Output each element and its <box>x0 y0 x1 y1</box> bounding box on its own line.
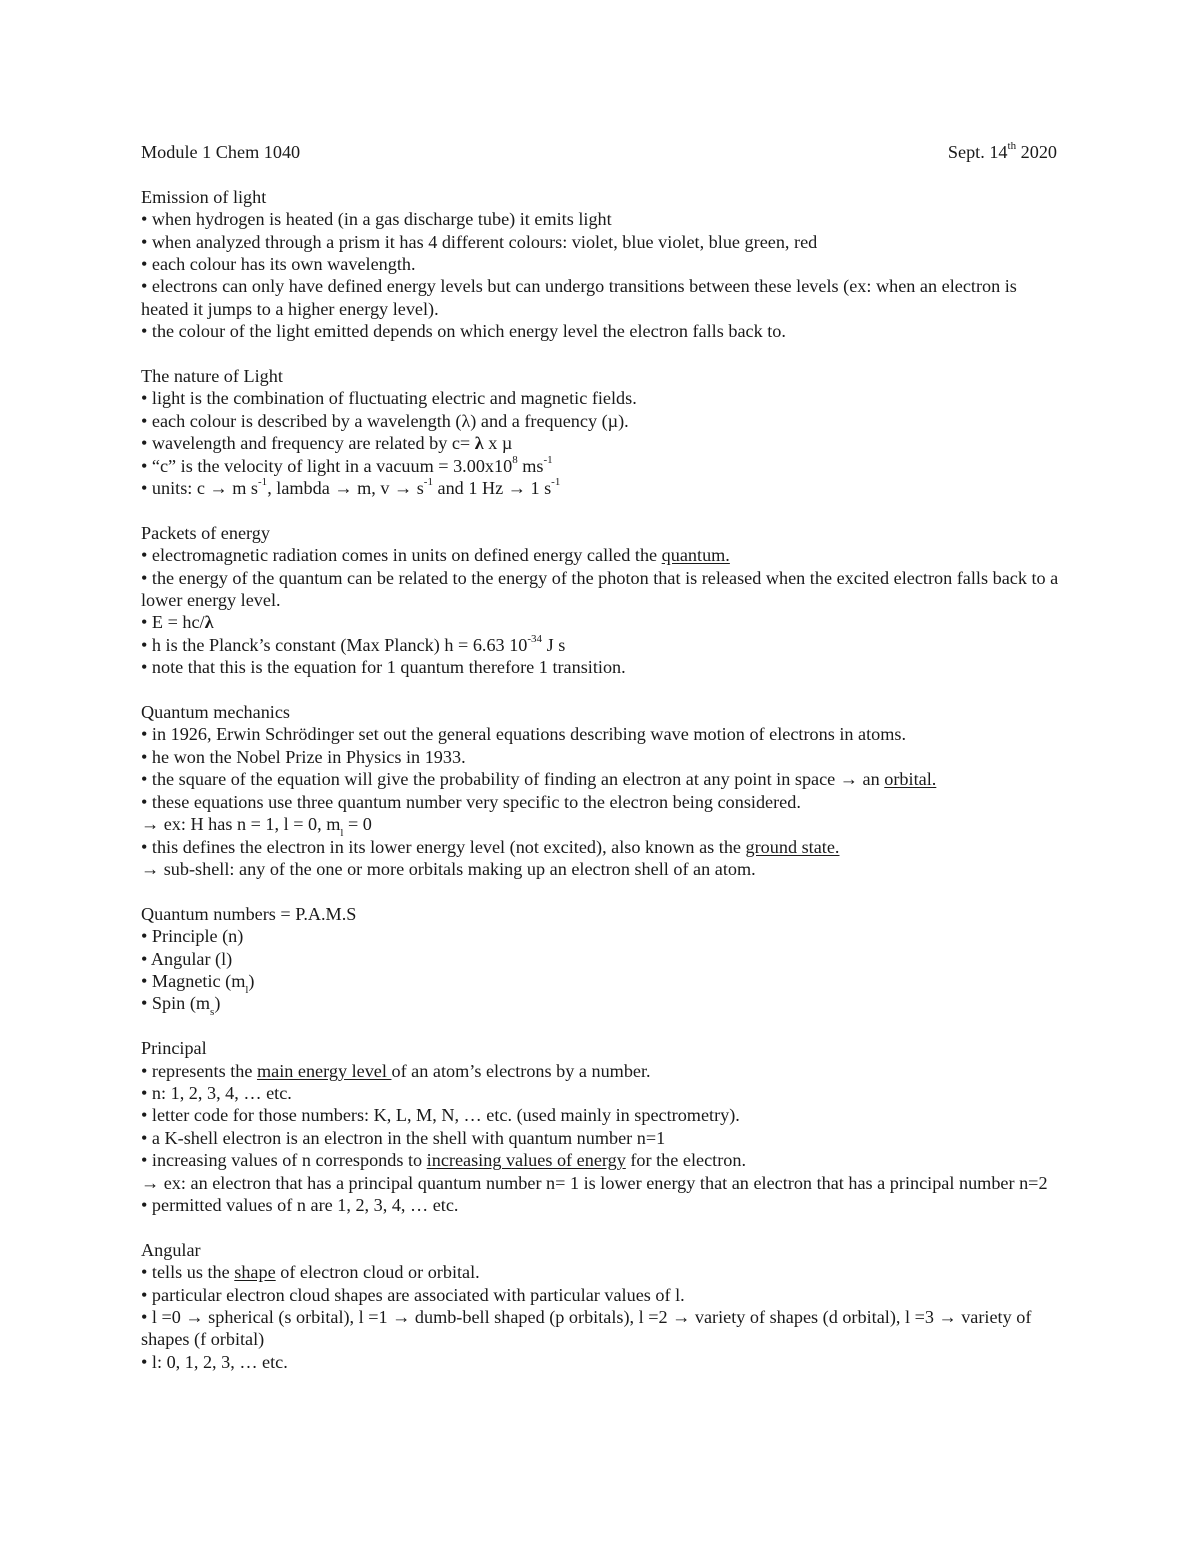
text-run: ms <box>517 455 544 476</box>
text-run: • “c” is the velocity of light in a vacuum = 3.00x10 <box>141 455 513 476</box>
bullet-line <box>141 611 1059 633</box>
bullet-line: • particular electron cloud shapes are associated with particular values of l. <box>141 1284 685 1305</box>
lambda-symbol: λ <box>474 433 484 454</box>
text-run: • Magnetic (m <box>141 970 246 991</box>
section-quantum-mechanics <box>141 701 1059 880</box>
text-run: , lambda → m, v → s <box>267 478 424 499</box>
bullet-line: • Principle (n) <box>141 926 244 947</box>
document-title: Module 1 Chem 1040 <box>141 142 301 162</box>
section-nature-of-light <box>141 365 1059 499</box>
document-header <box>141 141 1059 163</box>
superscript: -1 <box>423 475 433 488</box>
bullet-line: • Angular (l) <box>141 948 233 969</box>
superscript: -34 <box>527 632 543 645</box>
bullet-line: • letter code for those numbers: K, L, M, N, … etc. (used mainly in spectrometry). <box>141 1105 740 1126</box>
superscript: -1 <box>543 453 553 466</box>
underlined-term: ground state. <box>745 836 840 857</box>
section-angular <box>141 1239 1059 1373</box>
subscript: l <box>340 826 344 839</box>
section-heading: Angular <box>141 1239 201 1260</box>
bullet-line <box>141 1261 1059 1283</box>
bullet-line: • note that this is the equation for 1 quantum therefore 1 transition. <box>141 657 626 678</box>
bullet-line: • these equations use three quantum number very specific to the electron being considered. <box>141 791 801 812</box>
text-run: of an atom’s electrons by a number. <box>391 1060 651 1081</box>
bullet-line: • permitted values of n are 1, 2, 3, 4, … etc. <box>141 1194 459 1215</box>
text-run: = 0 <box>343 814 372 835</box>
bullet-line <box>141 836 1059 858</box>
document-page <box>141 141 1059 1396</box>
underlined-term: orbital. <box>884 769 937 790</box>
section-principal <box>141 1037 1059 1216</box>
underlined-term: quantum. <box>661 545 730 566</box>
superscript: -1 <box>258 475 268 488</box>
section-heading: Emission of light <box>141 186 267 207</box>
superscript: 8 <box>512 453 518 466</box>
date-superscript: th <box>1007 139 1017 152</box>
bullet-line <box>141 768 1059 790</box>
bullet-line <box>141 477 1059 499</box>
arrow-line: → sub-shell: any of the one or more orbitals making up an electron shell of an atom. <box>141 858 756 879</box>
bullet-line: • each colour is described by a wavelength (λ) and a frequency (µ). <box>141 410 629 431</box>
section-heading: Quantum mechanics <box>141 702 290 723</box>
subscript: l <box>245 983 249 996</box>
bullet-line <box>141 970 1059 996</box>
underlined-term: main energy level <box>256 1060 392 1081</box>
bullet-line: • n: 1, 2, 3, 4, … etc. <box>141 1082 292 1103</box>
bullet-line: • when hydrogen is heated (in a gas discharge tube) it emits light <box>141 209 612 230</box>
text-run: • represents the <box>141 1060 257 1081</box>
bullet-line: • he won the Nobel Prize in Physics in 1933. <box>141 746 466 767</box>
underlined-term: shape <box>234 1262 276 1283</box>
section-heading: Principal <box>141 1038 207 1059</box>
text-run: x µ <box>483 433 513 454</box>
text-run: • Spin (m <box>141 993 211 1014</box>
bullet-line: • the colour of the light emitted depends on which energy level the electron falls back to. <box>141 321 786 342</box>
text-run: ) <box>214 993 221 1014</box>
text-run: and 1 Hz → 1 s <box>432 478 552 499</box>
text-run: → ex: H has n = 1, l = 0, m <box>141 814 341 835</box>
text-run: J s <box>542 634 566 655</box>
bullet-line <box>141 432 1059 454</box>
bullet-line <box>141 544 1059 566</box>
date-suffix: 2020 <box>1016 142 1057 162</box>
document-date <box>948 141 1057 163</box>
bullet-line: • l: 0, 1, 2, 3, … etc. <box>141 1351 288 1372</box>
section-heading: Packets of energy <box>141 522 270 543</box>
bullet-line <box>141 634 1059 656</box>
text-run: for the electron. <box>625 1150 747 1171</box>
text-run: • wavelength and frequency are related by c= <box>141 433 475 454</box>
bullet-line <box>141 455 1059 477</box>
bullet-line: • when analyzed through a prism it has 4 different colours: violet, blue violet, blue green, red <box>141 231 818 252</box>
text-run: of electron cloud or orbital. <box>275 1262 480 1283</box>
bullet-line <box>141 992 1059 1018</box>
bullet-line: • electrons can only have defined energy levels but can undergo transitions between these levels (ex: when an electron is heated it jumps to a higher energy level). <box>141 276 1017 319</box>
date-prefix: Sept. 14 <box>947 142 1008 162</box>
text-run: • tells us the <box>141 1262 235 1283</box>
bullet-line: • l =0 → spherical (s orbital), l =1 → dumb-bell shaped (p orbitals), l =2 → variety of shapes (d orbital), l =3 → variety of shapes (f orbital) <box>141 1307 1032 1350</box>
lambda-symbol: λ <box>204 612 214 633</box>
bullet-line: • in 1926, Erwin Schrödinger set out the general equations describing wave motion of electrons in atoms. <box>141 724 907 745</box>
text-run: • units: c → m s <box>141 478 259 499</box>
section-heading: Quantum numbers = P.A.M.S <box>141 903 357 924</box>
text-run: ) <box>248 970 255 991</box>
section-packets-of-energy <box>141 522 1059 679</box>
bullet-line: • each colour has its own wavelength. <box>141 254 416 274</box>
underlined-term: increasing values of energy <box>426 1150 626 1171</box>
subscript: s <box>210 1005 215 1018</box>
section-emission-of-light <box>141 186 1059 343</box>
text-run: • the square of the equation will give the probability of finding an electron at any point in space → an <box>141 769 885 790</box>
text-run: • this defines the electron in its lower energy level (not excited), also known as the <box>141 836 746 857</box>
section-quantum-numbers <box>141 903 1059 1018</box>
bullet-line <box>141 1060 1059 1082</box>
text-run: • increasing values of n corresponds to <box>141 1150 427 1171</box>
text-run: • h is the Planck’s constant (Max Planck) h = 6.63 10 <box>141 634 528 655</box>
text-run: • E = hc/ <box>141 612 205 633</box>
arrow-line <box>141 813 1059 839</box>
arrow-line: → ex: an electron that has a principal quantum number n= 1 is lower energy that an electron that has a principal number n=2 <box>141 1172 1048 1193</box>
bullet-line: • light is the combination of fluctuating electric and magnetic fields. <box>141 388 637 409</box>
superscript: -1 <box>551 475 561 488</box>
bullet-line <box>141 1149 1059 1171</box>
text-run: • electromagnetic radiation comes in units on defined energy called the <box>141 545 662 566</box>
bullet-line: • the energy of the quantum can be related to the energy of the photon that is released when the excited electron falls back to a lower energy level. <box>141 567 1059 611</box>
section-heading: The nature of Light <box>141 366 283 387</box>
bullet-line: • a K-shell electron is an electron in the shell with quantum number n=1 <box>141 1127 666 1148</box>
